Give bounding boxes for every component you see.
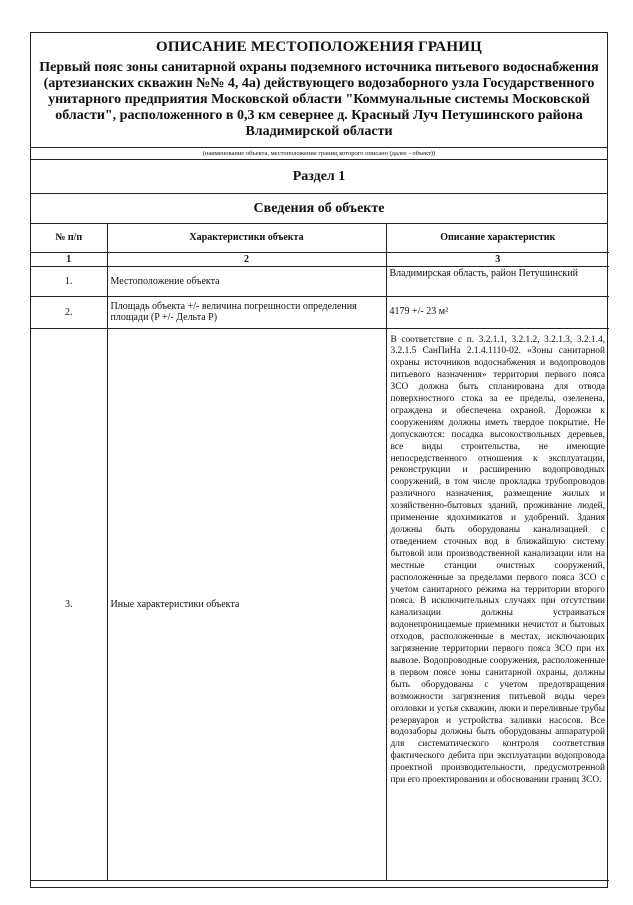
row-characteristic: Местоположение объекта (107, 266, 386, 296)
row-characteristic: Иные характеристики объекта (107, 328, 386, 880)
table-row (31, 328, 609, 880)
row-description: В соответствие с п. 3.2.1.1, 3.2.1.2, 3.2.1.3, 3.2.1.4, 3.2.1.5 СанПиНа 2.1.4.1110-02. «Зоны санитарной охраны источников водоснабжения и водопроводов питьевого назначения» территория первого пояса ЗСО должна быть спланирована для отвода поверхностного стока за ее пределы, озеленена, ограждена и обеспечена охраной. Дорожки к сооружениям должны иметь твердое покрытие. Не допускаются: посадка высокоствольных деревьев, все виды строительства, не имеющие непосредственного отношения к эксплуатации, реконструкции и расширению водопроводных сооружений, в том числе прокладка трубопроводов различного назначения, размещение жилых и хозяйственно-бытовых зданий, проживание людей, применение ядохимикатов и удобрений. Здания должны быть оборудованы канализацией с отведением сточных вод в ближайшую систему бытовой или производственной канализации или на местные станции очистных сооружений, расположенные за пределами первого пояса ЗСО с учетом санитарного режима на территории второго пояса. В исключительных случаях при отсутствии канализации должны устраиваться водонепроницаемые приемники нечистот и бытовых отходов, расположенные в местах, исключающих загрязнение территории первого пояса ЗСО при их вывозе. Водопроводные сооружения, расположенные в первом поясе зоны санитарной охраны, должны быть оборудованы с учетом предотвращения возможности загрязнения питьевой воды через оголовки и устья скважин, люки и переливные трубы резервуаров и устройства заливки насосов. Все водозаборы должны быть оборудованы аппаратурой для систематического контроля соответствия фактического дебита при эксплуатации водопровода проектной производительности, предусмотренной при его проектировании и обосновании границ ЗСО. (386, 328, 609, 880)
table-header-row (31, 224, 609, 252)
column-header-description: Описание характеристик (386, 224, 609, 252)
row-number: 1. (31, 266, 107, 296)
object-caption: (наименование объекта, местоположение границ которого описано (далее - объект)) (31, 148, 607, 160)
row-description: 4179 +/- 23 м² (386, 296, 609, 328)
column-header-characteristic: Характеристики объекта (107, 224, 386, 252)
table-row (31, 266, 609, 296)
table-row (31, 296, 609, 328)
row-characteristic: Площадь объекта +/- величина погрешности определения площади (P +/- Дельта P) (107, 296, 386, 328)
object-description: Первый пояс зоны санитарной охраны подземного источника питьевого водоснабжения (артезианских скважин №№ 4, 4а) действующего водозаборного узла Государственного унитарного предприятия Московской области "Коммунальные системы Московской области", расположенного в 0,3 км севернее д. Красный Луч Петушинского района Владимирской области (39, 60, 599, 139)
row-description: Владимирская область, район Петушинский (386, 266, 609, 296)
section-title: Раздел 1 (31, 160, 607, 194)
object-table (31, 224, 609, 881)
column-number: 3 (386, 252, 609, 266)
column-number-row (31, 252, 609, 266)
row-number: 3. (31, 328, 107, 880)
column-header-num: № п/п (31, 224, 107, 252)
column-number: 1 (31, 252, 107, 266)
document-title: ОПИСАНИЕ МЕСТОПОЛОЖЕНИЯ ГРАНИЦ (156, 39, 482, 55)
document-header (31, 33, 607, 148)
document-page (30, 32, 608, 888)
info-title: Сведения об объекте (31, 194, 607, 224)
column-number: 2 (107, 252, 386, 266)
row-number: 2. (31, 296, 107, 328)
